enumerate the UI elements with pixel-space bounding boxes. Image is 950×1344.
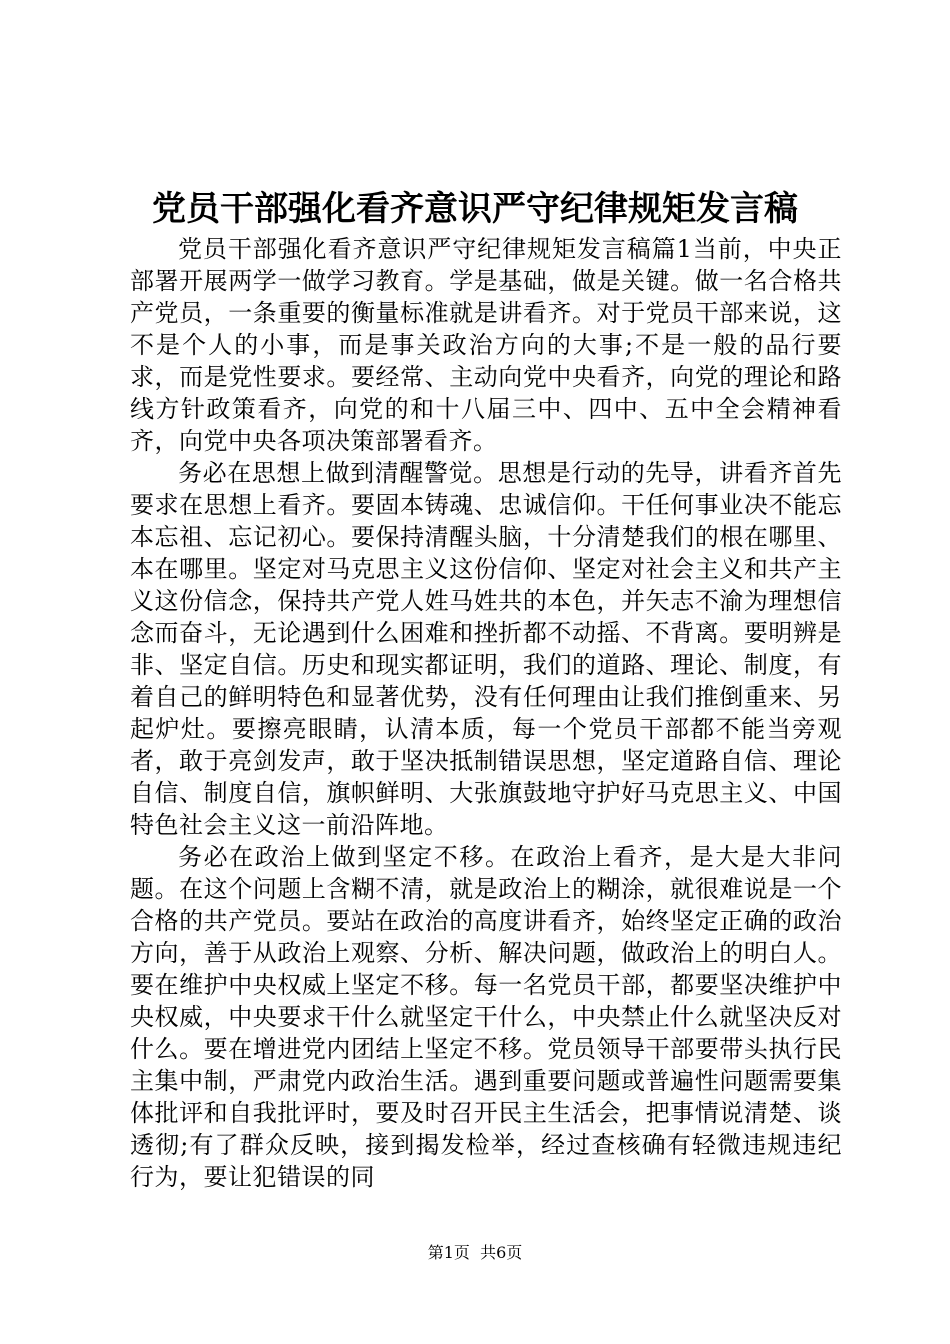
paragraph-politics: 务必在政治上做到坚定不移。在政治上看齐，是大是大非问题。在这个问题上含糊不清，就是政治上的糊涂，就很难说是一个合格的共产党员。要站在政治的高度讲看齐，始终坚定正确的政治方向，善于从政治上观察、分析、解决问题，做政治上的明白人。要在维护中央权威上坚定不移。每一名党员干部，都要坚决维护中央权威，中央要求干什么就坚定干什么，中央禁止什么就坚决反对什么。要在增进党内团结上坚定不移。党员领导干部要带头执行民主集中制，严肃党内政治生活。遇到重要问题或普遍性问题需要集体批评和自我批评时，要及时召开民主生活会，把事情说清楚、谈透彻;有了群众反映，接到揭发检举，经过查核确有轻微违规违纪行为，要让犯错误的同	[130, 843, 842, 1191]
page-total: 共6页	[480, 1243, 523, 1262]
page-footer	[0, 1242, 950, 1264]
paragraph-intro: 党员干部强化看齐意识严守纪律规矩发言稿篇1当前，中央正部署开展两学一做学习教育。学是基础，做是关键。做一名合格共产党员，一条重要的衡量标准就是讲看齐。对于党员干部来说，这不是个人的小事，而是事关政治方向的大事;不是一般的品行要求，而是党性要求。要经常、主动向党中央看齐，向党的理论和路线方针政策看齐，向党的和十八届三中、四中、五中全会精神看齐，向党中央各项决策部署看齐。	[130, 235, 842, 455]
page-number: 第1页	[427, 1243, 470, 1262]
document-title: 党员干部强化看齐意识严守纪律规矩发言稿	[152, 189, 798, 229]
document-body	[130, 233, 842, 1193]
paragraph-ideology: 务必在思想上做到清醒警觉。思想是行动的先导，讲看齐首先要求在思想上看齐。要固本铸魂、忠诚信仰。干任何事业决不能忘本忘祖、忘记初心。要保持清醒头脑，十分清楚我们的根在哪里、本在哪里。坚定对马克思主义这份信仰、坚定对社会主义和共产主义这份信念，保持共产党人姓马姓共的本色，并矢志不渝为理想信念而奋斗，无论遇到什么困难和挫折都不动摇、不背离。要明辨是非、坚定自信。历史和现实都证明，我们的道路、理论、制度，有着自己的鲜明特色和显著优势，没有任何理由让我们推倒重来、另起炉灶。要擦亮眼睛，认清本质，每一个党员干部都不能当旁观者，敢于亮剑发声，敢于坚决抵制错误思想，坚定道路自信、理论自信、制度自信，旗帜鲜明、大张旗鼓地守护好马克思主义、中国特色社会主义这一前沿阵地。	[130, 459, 842, 839]
